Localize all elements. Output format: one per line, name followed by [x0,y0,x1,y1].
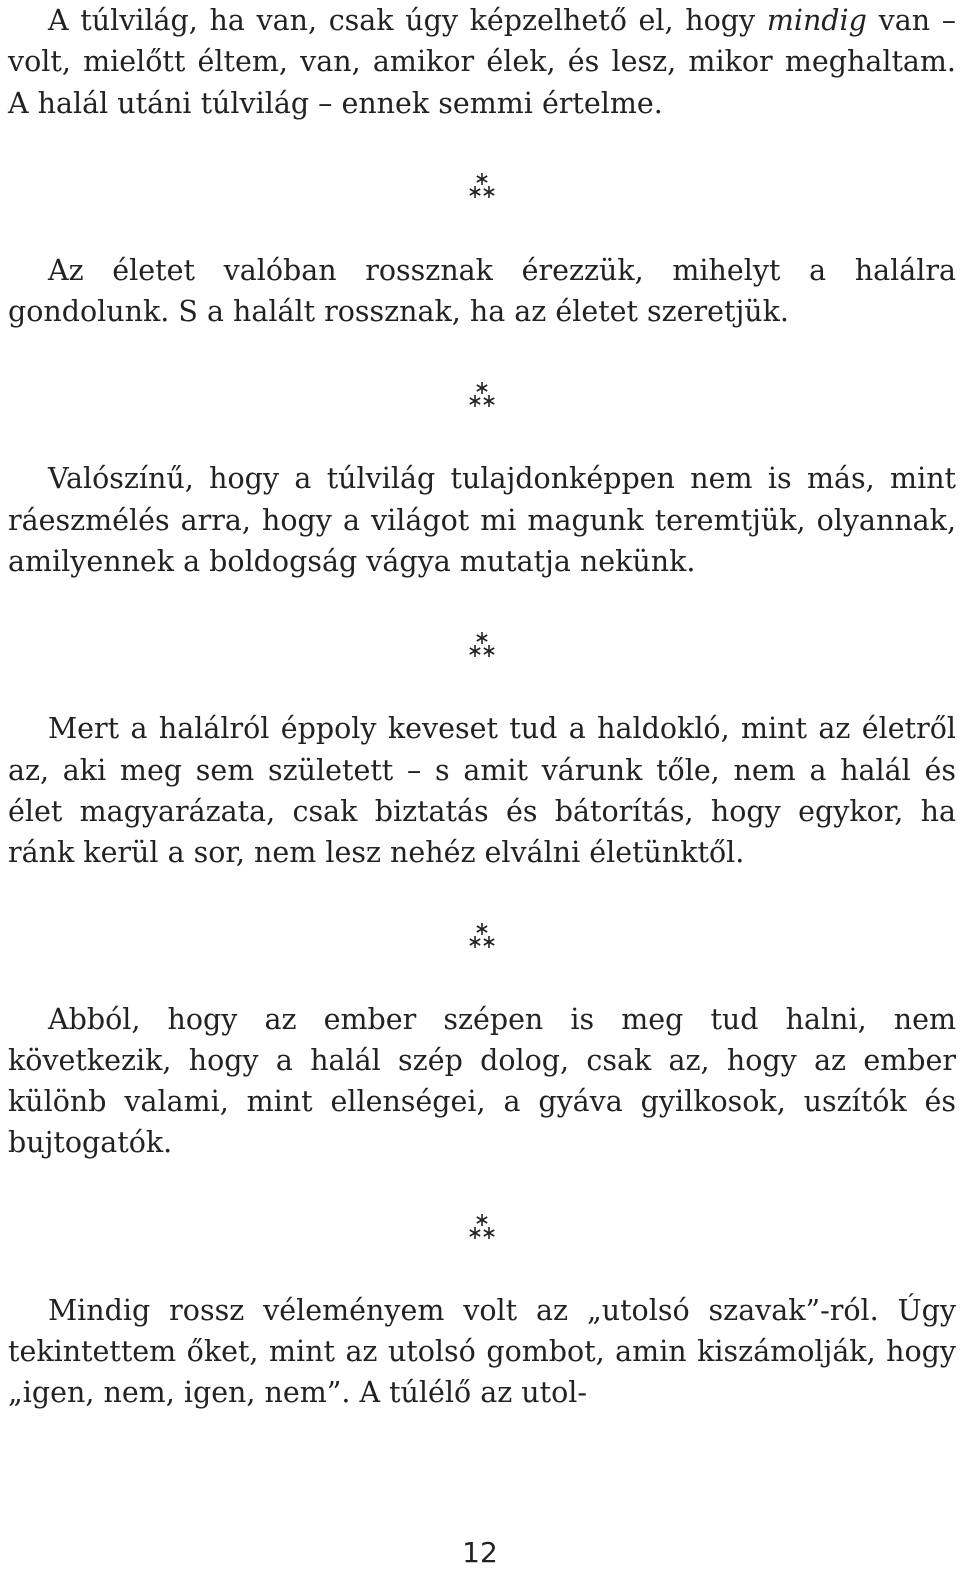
asterism-icon [8,380,956,410]
paragraph-2: Az életet valóban rossznak érezzük, mihelyt a halálra gondolunk. S a halált rossznak, ha az életet szeretjük. [8,253,956,329]
paragraph-4: Mert a halálról éppoly keveset tud a haldokló, mint az életről az, aki meg sem született – s amit várunk tőle, nem a halál és élet magyarázata, csak biztatás és bátorítás, hogy egykor, ha ránk kerül a sor, nem lesz nehéz elválni életünktől. [8,712,956,870]
paragraph-1-part-1: A túlvilág, ha van, csak úgy képzelhető el, hogy [48,4,767,37]
paragraph-6: Mindig rossz véleményem volt az „utolsó szavak”-ról. Úgy tekintettem őket, mint az utolsó gombot, amin kiszámolják, hogy „igen, nem, igen, nem”. A túlélő az utol- [8,1293,956,1410]
book-page [8,0,956,1414]
paragraph-1-part-3: van – volt, mielőtt éltem, van, amikor élek, és lesz, mikor meghaltam. A halál utáni túlvilág – ennek semmi értelme. [8,4,956,120]
asterism-icon [8,630,956,660]
paragraph-5: Abból, hogy az ember szépen is meg tud halni, nem következik, hogy a halál szép dolog, csak az, hogy az ember különb valami, mint ellenségei, a gyáva gyilkosok, uszítók és bujtogatók. [8,1002,956,1160]
paragraph-1 [8,0,956,124]
asterism-icon [8,921,956,951]
paragraph-3: Valószínű, hogy a túlvilág tulajdonképpen nem is más, mint ráeszmélés arra, hogy a világot mi magunk teremtjük, olyannak, amilyennek a boldogság vágya mutatja nekünk. [8,462,956,579]
page-number: 12 [462,1536,498,1569]
asterism-icon [8,171,956,201]
asterism-icon [8,1212,956,1242]
paragraph-1-emphasis: mindig [766,4,867,37]
